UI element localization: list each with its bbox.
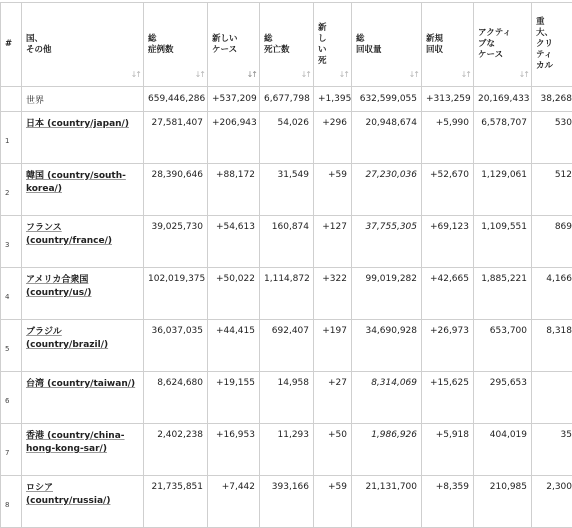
total-recovered-cell: 20,948,674 — [352, 112, 422, 164]
critical-cell: 869 — [532, 216, 572, 268]
world-total-deaths: 6,677,798 — [260, 87, 314, 112]
new-recovered-cell: +52,670 — [422, 164, 474, 216]
row-rank: 6 — [1, 372, 22, 424]
total-deaths-cell: 54,026 — [260, 112, 314, 164]
total-deaths-cell: 160,874 — [260, 216, 314, 268]
total-cases-cell: 21,735,851 — [144, 476, 208, 528]
total-cases-cell: 27,581,407 — [144, 112, 208, 164]
new-deaths-cell: +27 — [314, 372, 352, 424]
total-cases-cell: 36,037,035 — [144, 320, 208, 372]
new-cases-cell: +54,613 — [208, 216, 260, 268]
country-link[interactable]: 台湾 (country/taiwan/) — [26, 379, 136, 389]
critical-cell: 2,300 — [532, 476, 572, 528]
country-link[interactable]: ロシア (country/russia/) — [26, 483, 111, 506]
sort-icon: ↓↑ — [338, 70, 348, 79]
country-cell — [22, 112, 144, 164]
table-row — [1, 424, 572, 476]
new-cases-cell: +50,022 — [208, 268, 260, 320]
new-cases-cell: +206,943 — [208, 112, 260, 164]
total-recovered-cell: 8,314,069 — [352, 372, 422, 424]
country-cell — [22, 164, 144, 216]
new-recovered-cell: +42,665 — [422, 268, 474, 320]
new-recovered-cell: +8,359 — [422, 476, 474, 528]
col-header-active-cases[interactable]: アクティ ブな ケース ↓↑ — [474, 3, 532, 87]
sort-icon: ↓↑ — [246, 70, 256, 79]
new-recovered-cell: +5,990 — [422, 112, 474, 164]
new-cases-cell: +7,442 — [208, 476, 260, 528]
col-header-critical[interactable]: 重 大、 クリ ティ カル — [532, 3, 572, 87]
country-link[interactable]: アメリカ合衆国 (country/us/) — [26, 275, 92, 298]
world-rank-cell — [1, 87, 22, 112]
col-header-new-deaths[interactable]: 新 し い 死 ↓↑ — [314, 3, 352, 87]
total-recovered-cell: 34,690,928 — [352, 320, 422, 372]
country-cell — [22, 320, 144, 372]
sort-icon: ↓↑ — [460, 70, 470, 79]
country-cell — [22, 216, 144, 268]
new-recovered-cell: +5,918 — [422, 424, 474, 476]
table-row — [1, 372, 572, 424]
col-header-country[interactable]: 国、 その他 ↓↑ — [22, 3, 144, 87]
total-cases-cell: 8,624,680 — [144, 372, 208, 424]
world-total-cases: 659,446,286 — [144, 87, 208, 112]
new-cases-cell: +16,953 — [208, 424, 260, 476]
total-deaths-cell: 14,958 — [260, 372, 314, 424]
country-link[interactable]: 日本 (country/japan/) — [26, 119, 129, 129]
sort-icon: ↓↑ — [518, 70, 528, 79]
total-cases-cell: 2,402,238 — [144, 424, 208, 476]
active-cases-cell: 1,109,551 — [474, 216, 532, 268]
world-new-deaths: +1,395 — [314, 87, 352, 112]
new-cases-cell: +19,155 — [208, 372, 260, 424]
table-row — [1, 164, 572, 216]
row-rank: 8 — [1, 476, 22, 528]
critical-cell: 4,166 — [532, 268, 572, 320]
new-deaths-cell: +127 — [314, 216, 352, 268]
col-header-new-recovered[interactable]: 新規 回収 ↓↑ — [422, 3, 474, 87]
country-link[interactable]: フランス (country/france/) — [26, 223, 113, 246]
table-row — [1, 216, 572, 268]
new-deaths-cell: +322 — [314, 268, 352, 320]
country-cell — [22, 268, 144, 320]
critical-cell — [532, 372, 572, 424]
covid-stats-table — [0, 2, 572, 528]
critical-cell: 35 — [532, 424, 572, 476]
new-deaths-cell: +296 — [314, 112, 352, 164]
world-total-recovered: 632,599,055 — [352, 87, 422, 112]
world-active-cases: 20,169,433 — [474, 87, 532, 112]
country-cell — [22, 372, 144, 424]
new-recovered-cell: +69,123 — [422, 216, 474, 268]
col-header-total-deaths[interactable]: 総 死亡数 ↓↑ — [260, 3, 314, 87]
total-deaths-cell: 692,407 — [260, 320, 314, 372]
critical-cell: 530 — [532, 112, 572, 164]
total-recovered-cell: 99,019,282 — [352, 268, 422, 320]
active-cases-cell: 653,700 — [474, 320, 532, 372]
country-link[interactable]: 韓国 (country/south-korea/) — [26, 171, 126, 194]
total-recovered-cell: 27,230,036 — [352, 164, 422, 216]
country-link[interactable]: 香港 (country/china-hong-kong-sar/) — [26, 431, 125, 454]
total-recovered-cell: 21,131,700 — [352, 476, 422, 528]
row-rank: 7 — [1, 424, 22, 476]
country-cell — [22, 424, 144, 476]
table-row — [1, 476, 572, 528]
world-new-recovered: +313,259 — [422, 87, 474, 112]
total-deaths-cell: 393,166 — [260, 476, 314, 528]
world-label: 世界 — [22, 87, 144, 112]
new-deaths-cell: +197 — [314, 320, 352, 372]
col-header-total-cases[interactable]: 総 症例数 ↓↑ — [144, 3, 208, 87]
total-deaths-cell: 31,549 — [260, 164, 314, 216]
row-rank: 1 — [1, 112, 22, 164]
sort-icon: ↓↑ — [408, 70, 418, 79]
world-critical: 38,268 — [532, 87, 572, 112]
col-header-new-cases[interactable]: 新しい ケース ↓↑ — [208, 3, 260, 87]
total-deaths-cell: 1,114,872 — [260, 268, 314, 320]
total-cases-cell: 39,025,730 — [144, 216, 208, 268]
total-deaths-cell: 11,293 — [260, 424, 314, 476]
critical-cell: 8,318 — [532, 320, 572, 372]
active-cases-cell: 404,019 — [474, 424, 532, 476]
active-cases-cell: 210,985 — [474, 476, 532, 528]
new-cases-cell: +88,172 — [208, 164, 260, 216]
total-recovered-cell: 1,986,926 — [352, 424, 422, 476]
world-new-cases: +537,209 — [208, 87, 260, 112]
sort-icon: ↓↑ — [130, 70, 140, 79]
total-recovered-cell: 37,755,305 — [352, 216, 422, 268]
col-header-total-recovered[interactable]: 総 回収量 ↓↑ — [352, 3, 422, 87]
new-recovered-cell: +26,973 — [422, 320, 474, 372]
table-row — [1, 268, 572, 320]
active-cases-cell: 295,653 — [474, 372, 532, 424]
active-cases-cell: 1,129,061 — [474, 164, 532, 216]
row-rank: 4 — [1, 268, 22, 320]
total-cases-cell: 102,019,375 — [144, 268, 208, 320]
new-cases-cell: +44,415 — [208, 320, 260, 372]
new-recovered-cell: +15,625 — [422, 372, 474, 424]
new-deaths-cell: +59 — [314, 476, 352, 528]
critical-cell: 512 — [532, 164, 572, 216]
sort-icon: ↓↑ — [300, 70, 310, 79]
active-cases-cell: 6,578,707 — [474, 112, 532, 164]
row-rank: 3 — [1, 216, 22, 268]
row-rank: 2 — [1, 164, 22, 216]
country-link[interactable]: ブラジル (country/brazil/) — [26, 327, 109, 350]
header-row — [1, 3, 572, 87]
sort-icon: ↓↑ — [194, 70, 204, 79]
total-cases-cell: 28,390,646 — [144, 164, 208, 216]
world-row — [1, 87, 572, 112]
table-row — [1, 320, 572, 372]
active-cases-cell: 1,885,221 — [474, 268, 532, 320]
new-deaths-cell: +50 — [314, 424, 352, 476]
new-deaths-cell: +59 — [314, 164, 352, 216]
table-row — [1, 112, 572, 164]
country-cell — [22, 476, 144, 528]
row-rank: 5 — [1, 320, 22, 372]
col-header-rank[interactable]: # — [1, 3, 22, 87]
